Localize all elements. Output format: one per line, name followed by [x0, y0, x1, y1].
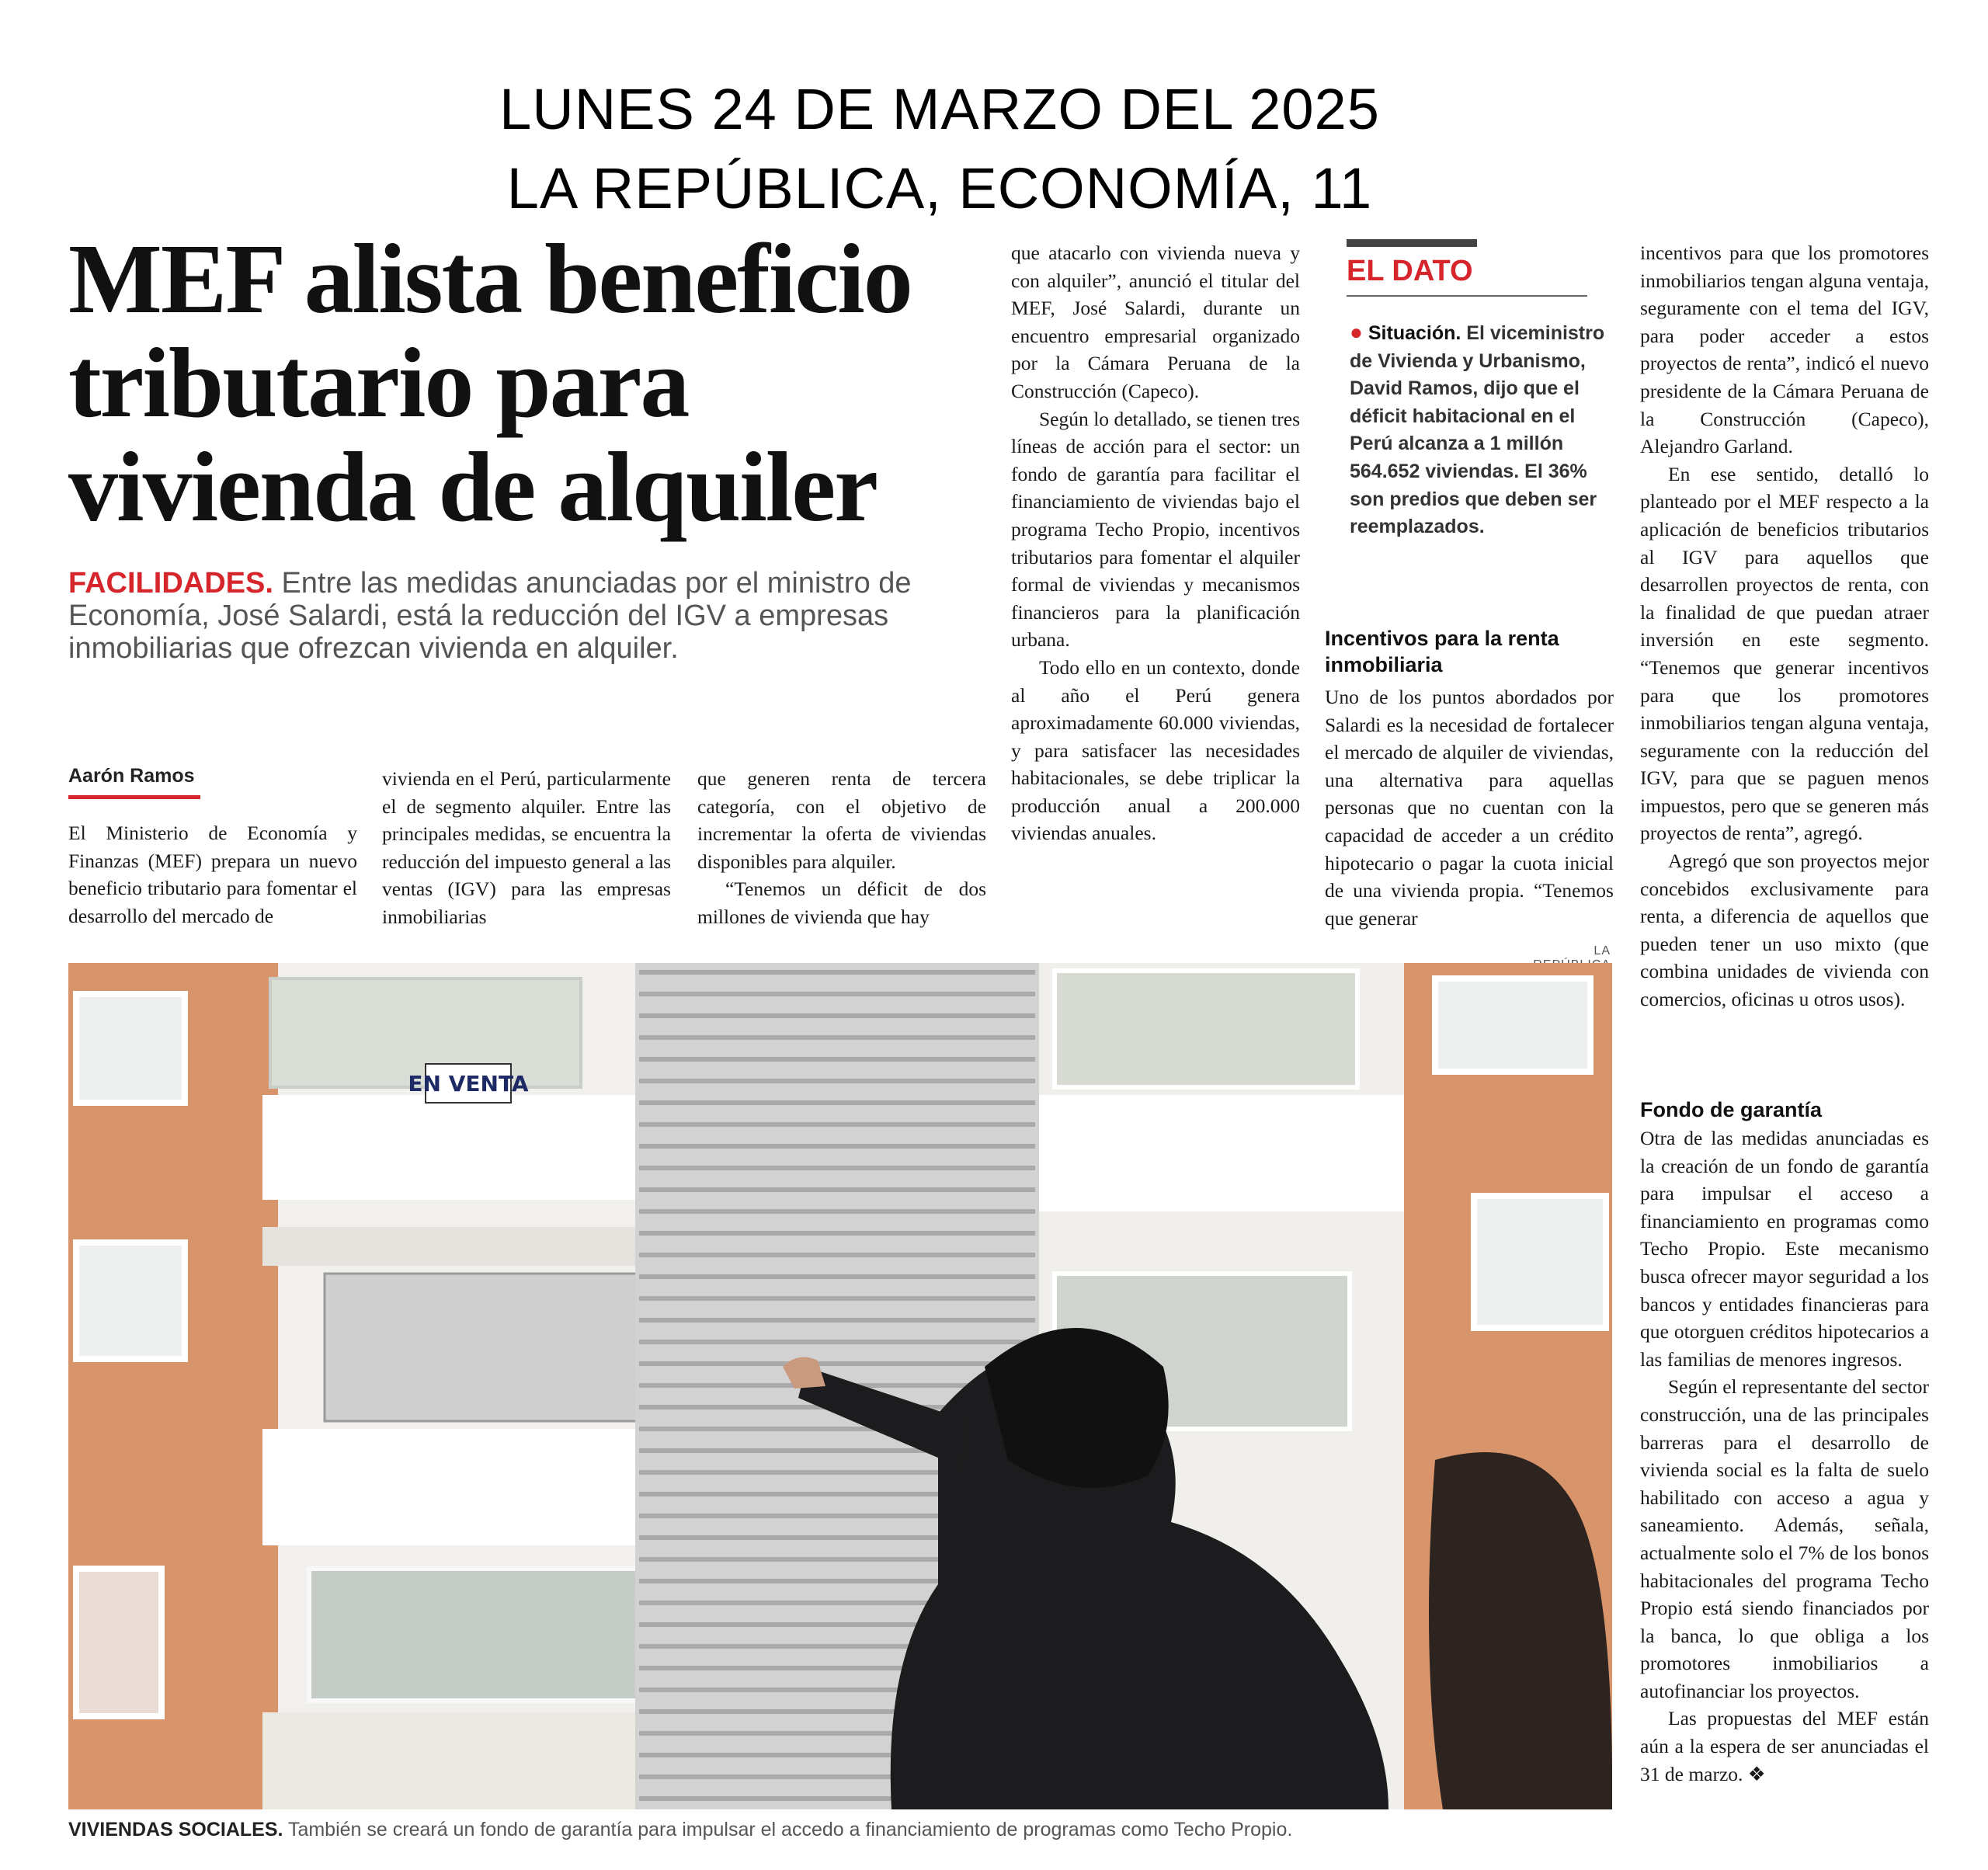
paragraph: Agregó que son proyectos mejor concebidos exclusivamente para renta, a diferencia de aquellos que pueden tener un uso mixto (que combina unidades de vivienda con comercios, oficinas u otros usos).: [1640, 850, 1929, 1011]
caption-text: También se creará un fondo de garantía para impulsar el accedo a financiamiento de programas como Techo Propio.: [283, 1819, 1293, 1840]
el-dato-text: El viceministro de Vivienda y Urbanismo, David Ramos, dijo que el déficit habitacional en el Perú alcanza a 1 millón 564.652 viviendas. El 36% son predios que deben ser reemplazados.: [1350, 322, 1605, 538]
subhead-fondo: Fondo de garantía: [1640, 1098, 1823, 1121]
body-column-1: [68, 819, 357, 930]
body-column-4: [1011, 239, 1300, 847]
dek: [68, 567, 969, 665]
byline-rule: [68, 795, 200, 799]
source-line: LA REPÚBLICA, ECONOMÍA, 11: [506, 156, 1373, 221]
headline-line-1: MEF alista beneficio: [68, 224, 912, 334]
el-dato-body: [1350, 318, 1606, 541]
paragraph: Según el representante del sector construcción, una de las principales barreras para el desarrollo de vivienda social es la falta de suelo habilitado con acceso a agua y saneamiento. Además, señala, actualmente solo el 7% de los bonos habitacionales del programa Techo Propio está siendo financiados por la banca, lo que obliga a los promotores inmobiliarios a autofinanciar los proyectos.: [1640, 1375, 1929, 1702]
dek-text: Entre las medidas anunciadas por el ministro de Economía, José Salardi, está la reducción del IGV a empresas inmobiliarias que ofrezcan vivienda en alquiler.: [68, 567, 912, 665]
paragraph: que atacarlo con vivienda nueva y con alquiler”, anunció el titular del MEF, José Salardi, durante un encuentro empresarial organizado por la Cámara Peruana de la Construcción (Capeco).: [1011, 242, 1300, 402]
paragraph: El Ministerio de Economía y Finanzas (MEF) prepara un nuevo beneficio tributario para fomentar el desarrollo del mercado de: [68, 822, 357, 927]
paragraph: Las propuestas del MEF están aún a la espera de ser anunciadas el 31 de marzo. ❖: [1640, 1707, 1929, 1785]
el-dato-title: EL DATO: [1347, 255, 1473, 287]
headline-line-2: tributario para: [68, 328, 689, 438]
body-column-2: [382, 765, 671, 931]
body-column-6: [1640, 239, 1929, 1013]
paragraph: Todo ello en un contexto, donde al año el Perú genera aproximadamente 60.000 viviendas, y para satisfacer las necesidades habitacionales, se debe triplicar la producción anual a 200.000 viviendas anuales.: [1011, 655, 1300, 845]
el-dato-label: Situación.: [1368, 322, 1461, 344]
article-photo: [68, 963, 1612, 1809]
paragraph: En ese sentido, detalló lo planteado por el MEF respecto a la aplicación de beneficios tributarios al IGV para aquellos que desarrollen proyectos de renta, con la finalidad de que puedan atraer inversión en este segmento. “Tenemos que generar incentivos para que los promotores inmobiliarios tengan alguna ventaja, seguramente con la reducción del IGV, para que se paguen menos impuestos, pero que se generen más proyectos de renta”, agregó.: [1640, 462, 1929, 845]
building-photo-illustration: [68, 963, 1612, 1809]
date-line: LUNES 24 DE MARZO DEL 2025: [499, 77, 1380, 141]
headline-line-3: vivienda de alquiler: [68, 432, 877, 542]
paragraph: Según lo detallado, se tienen tres líneas de acción para el sector: un fondo de garantía para facilitar el financiamiento de viviendas bajo el programa Techo Propio, incentivos tributarios para fomentar el alquiler formal de viviendas y mecanismos financieros para la planificación urbana.: [1011, 407, 1300, 652]
photo-credit: LA: [1594, 944, 1611, 958]
bullet-dot-icon: ●: [1350, 320, 1363, 344]
byline: Aarón Ramos: [68, 765, 195, 787]
paragraph: vivienda en el Perú, particularmente el de segmento alquiler. Entre las principales medidas, se encuentra la reducción del impuesto general a las ventas (IGV) para las empresas inmobiliarias: [382, 767, 671, 928]
el-dato-top-bar: [1347, 239, 1477, 247]
page-header: [0, 70, 1879, 228]
paragraph: que generen renta de tercera categoría, con el objetivo de incrementar la oferta de viviendas disponibles para alquiler.: [697, 767, 986, 873]
headline: [68, 224, 1000, 542]
body-column-3: [697, 765, 986, 931]
paragraph: incentivos para que los promotores inmobiliarios tengan alguna ventaja, seguramente con el tema del IGV, para poder acceder a estos proyectos de renta”, indicó el nuevo presidente de la Cámara Peruana de la Construcción (Capeco), Alejandro Garland.: [1640, 242, 1929, 458]
photo-caption: [68, 1817, 1614, 1842]
caption-kicker: VIVIENDAS SOCIALES.: [68, 1819, 283, 1840]
sign-en-venta: EN VENTA: [408, 1071, 529, 1097]
paragraph: Otra de las medidas anunciadas es la creación de un fondo de garantía para impulsar el acceso a financiamiento en programas como Techo Propio. Este mecanismo busca ofrecer mayor seguridad a los bancos y entidades financieras para que otorguen créditos hipotecarios a las familias de menores ingresos.: [1640, 1127, 1929, 1371]
el-dato-rule: [1347, 295, 1587, 297]
body-column-6-continued: [1640, 1124, 1929, 1788]
paragraph: Uno de los puntos abordados por Salardi es la necesidad de fortalecer el mercado de alquiler de viviendas, una alternativa para aquellas personas que no cuentan con la capacidad de acceder a un crédito hipotecario o pagar la cuota inicial de una vivienda propia. “Tenemos que generar: [1325, 686, 1614, 930]
subhead-incentivos: Incentivos para la renta inmobiliaria: [1325, 627, 1559, 676]
dek-kicker: FACILIDADES.: [68, 567, 273, 600]
body-column-5: [1325, 683, 1614, 932]
paragraph: “Tenemos un déficit de dos millones de vivienda que hay: [697, 878, 986, 928]
